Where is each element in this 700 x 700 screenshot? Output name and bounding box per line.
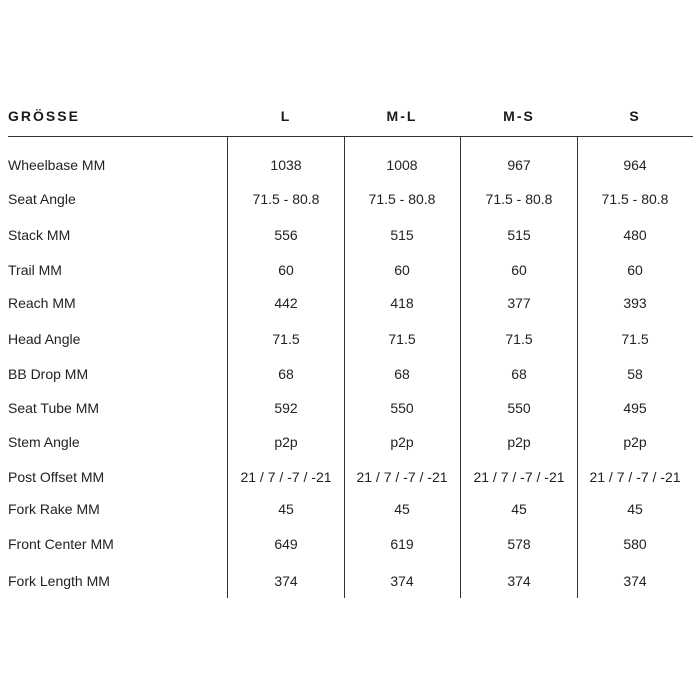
table-row: [8, 366, 693, 400]
table-row: [8, 536, 693, 570]
row-value: 580: [623, 536, 647, 552]
table-header: [8, 96, 693, 137]
table-row: [8, 191, 693, 225]
row-value: 21 / 7 / -7 / -21: [589, 469, 681, 485]
row-label: Post Offset MM: [8, 469, 105, 485]
row-value: 374: [623, 573, 647, 589]
table-row: [8, 331, 693, 365]
header-label: GRÖSSE: [8, 108, 80, 124]
row-value: 377: [507, 295, 531, 311]
header-col-s: S: [629, 108, 641, 124]
row-value: 71.5: [621, 331, 649, 347]
row-value: 45: [394, 501, 410, 517]
row-value: 60: [511, 262, 527, 278]
row-value: 45: [627, 501, 643, 517]
row-value: 45: [278, 501, 294, 517]
column-divider: [577, 136, 578, 598]
row-label: Stem Angle: [8, 434, 80, 450]
table-row: [8, 157, 693, 191]
row-value: 68: [394, 366, 410, 382]
header-col-l: L: [280, 108, 292, 124]
row-value: p2p: [623, 434, 647, 450]
row-value: 495: [623, 400, 647, 416]
row-value: 619: [390, 536, 414, 552]
row-value: p2p: [507, 434, 531, 450]
table-row: [8, 434, 693, 468]
row-label: Fork Length MM: [8, 573, 110, 589]
row-label: Front Center MM: [8, 536, 114, 552]
row-label: Seat Tube MM: [8, 400, 100, 416]
table-row: [8, 400, 693, 434]
row-label: Trail MM: [8, 262, 62, 278]
row-value: 550: [507, 400, 531, 416]
row-value: 374: [507, 573, 531, 589]
table-row: [8, 469, 693, 503]
row-value: 71.5 - 80.8: [252, 191, 320, 207]
row-label: Fork Rake MM: [8, 501, 100, 517]
row-value: 21 / 7 / -7 / -21: [356, 469, 448, 485]
row-label: Head Angle: [8, 331, 81, 347]
row-label: Reach MM: [8, 295, 76, 311]
table-row: [8, 501, 693, 535]
row-value: 68: [511, 366, 527, 382]
row-value: 442: [274, 295, 298, 311]
row-value: 556: [274, 227, 298, 243]
row-label: Stack MM: [8, 227, 71, 243]
header-col-m-s: M-S: [503, 108, 535, 124]
row-value: 964: [623, 157, 647, 173]
header-col-m-l: M-L: [386, 108, 418, 124]
row-value: 649: [274, 536, 298, 552]
geometry-table: [8, 96, 693, 589]
row-label: BB Drop MM: [8, 366, 89, 382]
row-value: 60: [278, 262, 294, 278]
row-value: 71.5 - 80.8: [485, 191, 553, 207]
row-label: Seat Angle: [8, 191, 76, 207]
column-divider: [460, 136, 461, 598]
row-value: 71.5 - 80.8: [601, 191, 669, 207]
row-value: p2p: [390, 434, 414, 450]
row-label: Wheelbase MM: [8, 157, 106, 173]
row-value: p2p: [274, 434, 298, 450]
row-value: 71.5 - 80.8: [368, 191, 436, 207]
row-value: 68: [278, 366, 294, 382]
row-value: 418: [390, 295, 414, 311]
row-value: 71.5: [388, 331, 416, 347]
table-row: [8, 295, 693, 329]
row-value: 374: [274, 573, 298, 589]
table-row: [8, 262, 693, 296]
row-value: 592: [274, 400, 298, 416]
row-value: 515: [507, 227, 531, 243]
row-value: 45: [511, 501, 527, 517]
row-value: 374: [390, 573, 414, 589]
row-value: 71.5: [272, 331, 300, 347]
row-value: 60: [627, 262, 643, 278]
row-value: 393: [623, 295, 647, 311]
row-value: 1008: [386, 157, 418, 173]
column-divider: [344, 136, 345, 598]
row-value: 550: [390, 400, 414, 416]
row-value: 480: [623, 227, 647, 243]
row-value: 71.5: [505, 331, 533, 347]
column-divider: [227, 136, 228, 598]
row-value: 1038: [270, 157, 302, 173]
row-value: 21 / 7 / -7 / -21: [240, 469, 332, 485]
row-value: 515: [390, 227, 414, 243]
row-value: 967: [507, 157, 531, 173]
row-value: 578: [507, 536, 531, 552]
row-value: 58: [627, 366, 643, 382]
row-value: 60: [394, 262, 410, 278]
table-row: [8, 227, 693, 261]
table-row: [8, 573, 693, 607]
row-value: 21 / 7 / -7 / -21: [473, 469, 565, 485]
